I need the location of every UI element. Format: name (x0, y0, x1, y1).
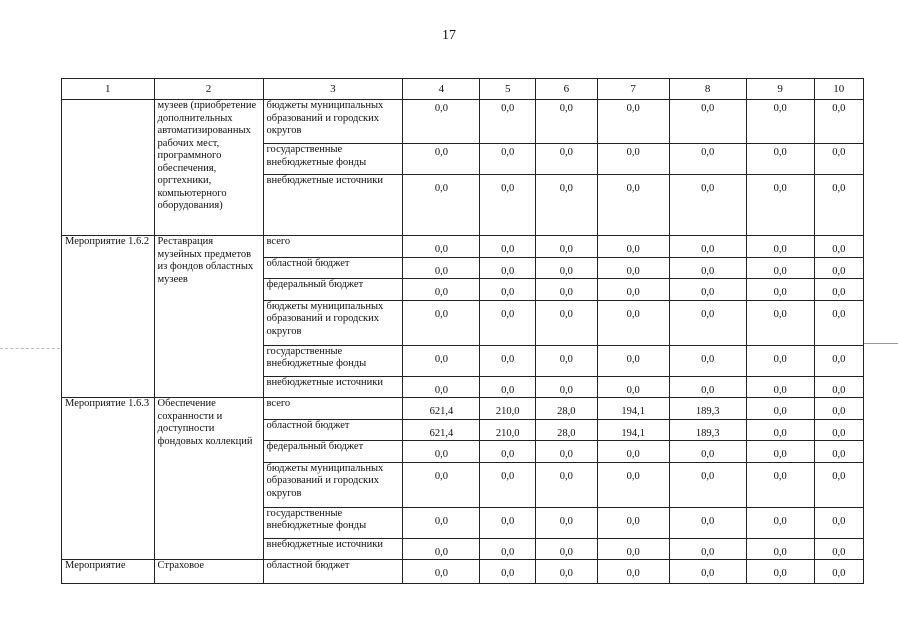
value-cell: 0,0 (535, 345, 597, 376)
value-cell: 0,0 (814, 538, 863, 560)
value-cell: 0,0 (535, 279, 597, 301)
funding-source-cell: внебюджетные источники (263, 376, 403, 398)
value-cell: 0,0 (597, 100, 669, 144)
funding-source-cell: государственные внебюджетные фонды (263, 507, 403, 538)
value-cell: 0,0 (814, 345, 863, 376)
value-cell: 0,0 (480, 257, 536, 279)
funding-source-cell: бюджеты муниципальных образований и городских округов (263, 300, 403, 345)
value-cell: 0,0 (535, 560, 597, 584)
value-cell: 194,1 (597, 398, 669, 420)
value-cell: 0,0 (669, 300, 746, 345)
value-cell: 0,0 (746, 236, 814, 258)
value-cell: 194,1 (597, 419, 669, 441)
value-cell: 0,0 (535, 376, 597, 398)
column-header: 7 (597, 79, 669, 100)
value-cell: 0,0 (403, 376, 480, 398)
value-cell: 0,0 (669, 175, 746, 236)
value-cell: 0,0 (669, 257, 746, 279)
funding-source-cell: внебюджетные источники (263, 538, 403, 560)
value-cell: 0,0 (597, 345, 669, 376)
funding-source-cell: областной бюджет (263, 257, 403, 279)
value-cell: 0,0 (480, 236, 536, 258)
value-cell: 0,0 (746, 398, 814, 420)
value-cell: 0,0 (669, 462, 746, 507)
value-cell: 189,3 (669, 398, 746, 420)
value-cell: 0,0 (669, 100, 746, 144)
value-cell: 0,0 (597, 300, 669, 345)
column-header: 2 (154, 79, 263, 100)
funding-source-cell: государственные внебюджетные фонды (263, 345, 403, 376)
value-cell: 621,4 (403, 398, 480, 420)
funding-source-cell: государственные внебюджетные фонды (263, 144, 403, 175)
column-header: 9 (746, 79, 814, 100)
value-cell: 0,0 (480, 345, 536, 376)
funding-source-cell: всего (263, 236, 403, 258)
table-row (62, 100, 864, 144)
column-header: 5 (480, 79, 536, 100)
measure-id-cell: Мероприятие 1.6.3 (62, 398, 155, 560)
value-cell: 0,0 (535, 100, 597, 144)
value-cell: 0,0 (403, 144, 480, 175)
value-cell: 0,0 (480, 144, 536, 175)
value-cell: 0,0 (597, 538, 669, 560)
value-cell: 0,0 (746, 538, 814, 560)
measure-name-cell: Реставрация музейных предметов из фондов областных музеев (154, 236, 263, 398)
value-cell: 0,0 (480, 507, 536, 538)
measure-id-cell: Мероприятие 1.6.2 (62, 236, 155, 398)
budget-table (61, 78, 864, 584)
value-cell: 0,0 (746, 300, 814, 345)
funding-source-cell: бюджеты муниципальных образований и городских округов (263, 462, 403, 507)
value-cell: 0,0 (814, 279, 863, 301)
value-cell: 0,0 (669, 376, 746, 398)
measure-name-cell: Страховое (154, 560, 263, 584)
value-cell: 0,0 (480, 175, 536, 236)
value-cell: 0,0 (669, 144, 746, 175)
value-cell: 0,0 (814, 560, 863, 584)
column-header: 3 (263, 79, 403, 100)
value-cell: 0,0 (746, 100, 814, 144)
funding-source-cell: всего (263, 398, 403, 420)
value-cell: 0,0 (480, 376, 536, 398)
value-cell: 0,0 (403, 507, 480, 538)
value-cell: 0,0 (403, 560, 480, 584)
funding-source-cell: федеральный бюджет (263, 441, 403, 463)
value-cell: 0,0 (814, 462, 863, 507)
column-header: 8 (669, 79, 746, 100)
value-cell: 0,0 (403, 100, 480, 144)
value-cell: 0,0 (480, 279, 536, 301)
value-cell: 0,0 (814, 236, 863, 258)
value-cell: 0,0 (403, 257, 480, 279)
value-cell: 0,0 (746, 419, 814, 441)
table-row (62, 560, 864, 584)
value-cell: 0,0 (597, 462, 669, 507)
value-cell: 0,0 (480, 560, 536, 584)
value-cell: 0,0 (746, 175, 814, 236)
value-cell: 0,0 (535, 257, 597, 279)
value-cell: 210,0 (480, 419, 536, 441)
value-cell: 0,0 (480, 441, 536, 463)
value-cell: 0,0 (535, 144, 597, 175)
value-cell: 0,0 (814, 175, 863, 236)
value-cell: 0,0 (403, 462, 480, 507)
value-cell: 0,0 (669, 538, 746, 560)
value-cell: 0,0 (746, 144, 814, 175)
value-cell: 0,0 (403, 236, 480, 258)
table-body (62, 100, 864, 584)
funding-source-cell: областной бюджет (263, 560, 403, 584)
value-cell: 0,0 (535, 300, 597, 345)
value-cell: 28,0 (535, 398, 597, 420)
value-cell: 0,0 (597, 560, 669, 584)
funding-source-cell: федеральный бюджет (263, 279, 403, 301)
value-cell: 0,0 (746, 560, 814, 584)
funding-source-cell: бюджеты муниципальных образований и городских округов (263, 100, 403, 144)
column-header: 1 (62, 79, 155, 100)
funding-source-cell: областной бюджет (263, 419, 403, 441)
value-cell: 0,0 (669, 560, 746, 584)
value-cell: 0,0 (746, 257, 814, 279)
value-cell: 0,0 (746, 462, 814, 507)
value-cell: 0,0 (746, 345, 814, 376)
page-number: 17 (442, 28, 456, 43)
value-cell: 0,0 (814, 507, 863, 538)
value-cell: 0,0 (403, 300, 480, 345)
measure-name-cell: музеев (приобретение дополнительных автоматизированных рабочих мест, программного обеспечения, оргтехники, компьютерного оборудования) (154, 100, 263, 236)
scan-artifact-line (864, 343, 898, 344)
value-cell: 0,0 (814, 398, 863, 420)
value-cell: 0,0 (814, 100, 863, 144)
measure-name-cell: Обеспечение сохранности и доступности фондовых коллекций (154, 398, 263, 560)
value-cell: 0,0 (814, 376, 863, 398)
value-cell: 189,3 (669, 419, 746, 441)
value-cell: 210,0 (480, 398, 536, 420)
table-row (62, 398, 864, 420)
funding-source-cell: внебюджетные источники (263, 175, 403, 236)
value-cell: 0,0 (403, 441, 480, 463)
value-cell: 0,0 (480, 462, 536, 507)
value-cell: 0,0 (746, 441, 814, 463)
value-cell: 0,0 (597, 236, 669, 258)
value-cell: 0,0 (814, 257, 863, 279)
column-header: 6 (535, 79, 597, 100)
value-cell: 0,0 (597, 279, 669, 301)
value-cell: 0,0 (597, 144, 669, 175)
column-header: 10 (814, 79, 863, 100)
value-cell: 0,0 (403, 345, 480, 376)
value-cell: 0,0 (746, 376, 814, 398)
value-cell: 0,0 (814, 144, 863, 175)
value-cell: 0,0 (535, 236, 597, 258)
value-cell: 0,0 (669, 279, 746, 301)
value-cell: 0,0 (597, 441, 669, 463)
measure-id-cell (62, 100, 155, 236)
value-cell: 0,0 (403, 538, 480, 560)
scan-artifact-line (0, 348, 60, 349)
value-cell: 0,0 (480, 300, 536, 345)
value-cell: 0,0 (669, 236, 746, 258)
value-cell: 0,0 (669, 345, 746, 376)
value-cell: 0,0 (814, 419, 863, 441)
value-cell: 0,0 (669, 507, 746, 538)
value-cell: 0,0 (535, 538, 597, 560)
value-cell: 0,0 (746, 279, 814, 301)
value-cell: 0,0 (669, 441, 746, 463)
value-cell: 0,0 (480, 100, 536, 144)
value-cell: 0,0 (403, 279, 480, 301)
value-cell: 0,0 (597, 257, 669, 279)
measure-id-cell: Мероприятие (62, 560, 155, 584)
table-row (62, 236, 864, 258)
value-cell: 0,0 (535, 507, 597, 538)
value-cell: 0,0 (597, 175, 669, 236)
value-cell: 0,0 (597, 507, 669, 538)
value-cell: 0,0 (814, 441, 863, 463)
value-cell: 0,0 (535, 175, 597, 236)
value-cell: 28,0 (535, 419, 597, 441)
value-cell: 0,0 (746, 507, 814, 538)
value-cell: 621,4 (403, 419, 480, 441)
value-cell: 0,0 (480, 538, 536, 560)
value-cell: 0,0 (535, 441, 597, 463)
value-cell: 0,0 (535, 462, 597, 507)
value-cell: 0,0 (597, 376, 669, 398)
value-cell: 0,0 (814, 300, 863, 345)
value-cell: 0,0 (403, 175, 480, 236)
header-row (62, 79, 864, 100)
column-header: 4 (403, 79, 480, 100)
